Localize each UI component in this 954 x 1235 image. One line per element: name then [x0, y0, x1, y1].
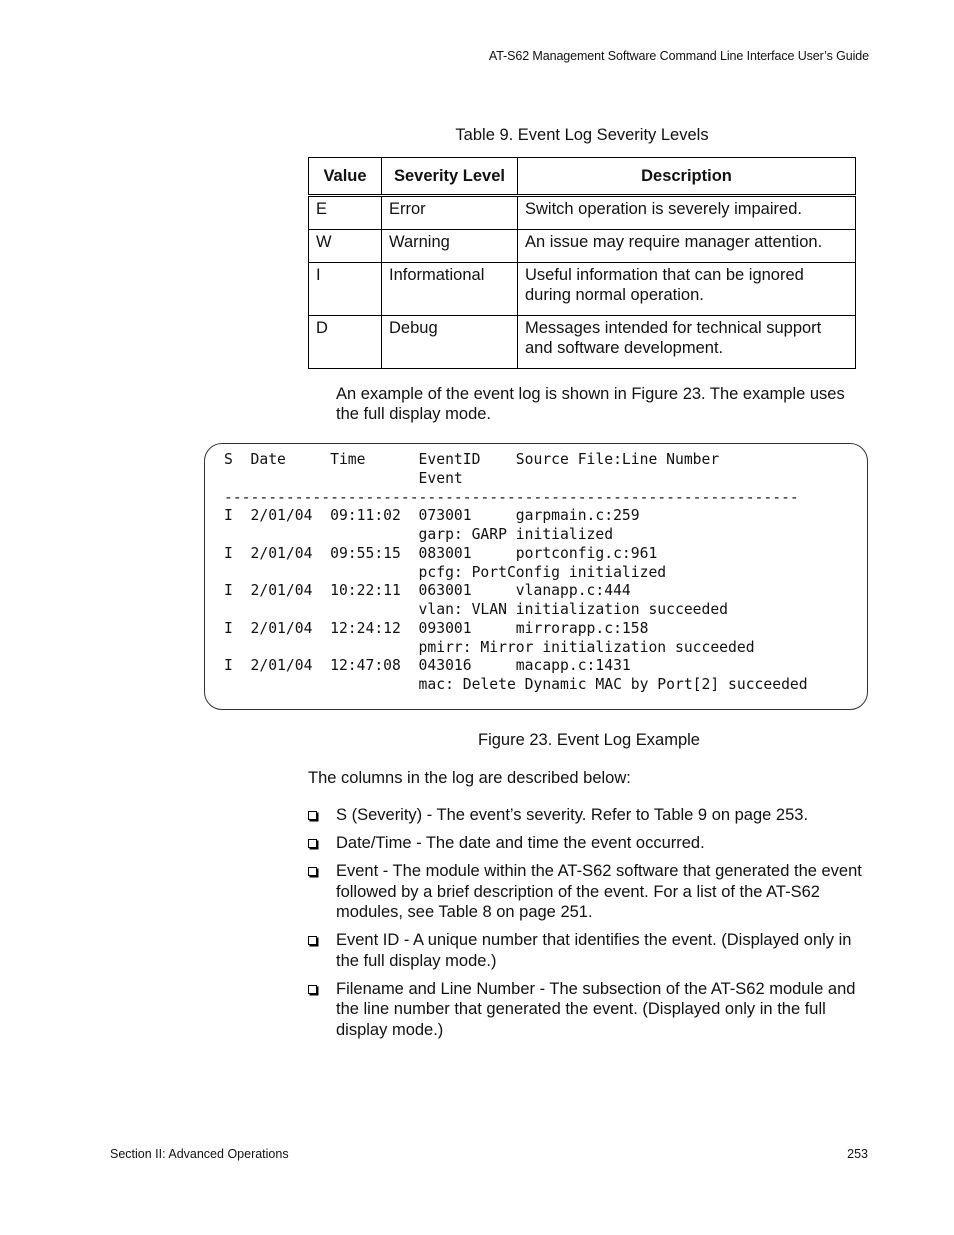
cell-value: W: [309, 230, 382, 263]
cell-description: An issue may require manager attention.: [518, 230, 856, 263]
log-line: -----------------------------------------------------------------: [224, 488, 799, 506]
table-caption: Table 9. Event Log Severity Levels: [455, 126, 709, 144]
checkbox-bullet-icon: [308, 811, 317, 820]
checkbox-bullet-icon: [308, 936, 317, 945]
list-item-text: Event - The module within the AT-S62 software that generated the event followed by a brief description of the event. For a list of the AT-S62 modules, see Table 8 on page 251.: [336, 862, 862, 922]
cell-level: Informational: [382, 263, 518, 316]
log-line: I 2/01/04 09:55:15 083001 portconfig.c:961: [224, 544, 658, 562]
cell-description: Switch operation is severely impaired.: [518, 196, 856, 230]
log-line: S Date Time EventID Source File:Line Number: [224, 451, 720, 468]
log-line: I 2/01/04 12:47:08 043016 macapp.c:1431: [224, 657, 631, 675]
event-log-figure: [204, 443, 868, 710]
cell-description: Messages intended for technical support and software development.: [518, 316, 856, 369]
list-item: [308, 805, 873, 825]
table-row: [309, 263, 856, 316]
cell-value: D: [309, 316, 382, 369]
table-header-row: [309, 158, 856, 196]
cell-value: E: [309, 196, 382, 230]
column-description-list: [308, 805, 873, 1048]
table-row: [309, 230, 856, 263]
list-item-text: Date/Time - The date and time the event occurred.: [336, 834, 705, 853]
event-log-listing: [224, 451, 808, 695]
column-header-value: Value: [309, 158, 382, 196]
log-line: vlan: VLAN initialization succeeded: [224, 601, 729, 618]
list-item: [308, 930, 873, 971]
cell-description: Useful information that can be ignored during normal operation.: [518, 263, 856, 316]
list-item: [308, 861, 873, 922]
table-row: [309, 316, 856, 369]
column-header-severity-level: Severity Level: [382, 158, 518, 196]
page-number: 253: [847, 1147, 868, 1161]
list-item-text: Filename and Line Number - The subsection of the AT-S62 module and the line number that generated the event. (Displayed only in the full display mode.): [336, 980, 856, 1039]
table-row: [309, 196, 856, 230]
footer-section: Section II: Advanced Operations: [110, 1147, 289, 1161]
severity-table: [308, 157, 856, 369]
log-line: I 2/01/04 12:24:12 093001 mirrorapp.c:158: [224, 619, 649, 637]
running-header: AT-S62 Management Software Command Line Interface User’s Guide: [488, 49, 869, 63]
log-line: I 2/01/04 10:22:11 063001 vlanapp.c:444: [224, 582, 631, 600]
list-item: [308, 833, 873, 853]
list-item: [308, 979, 873, 1040]
cell-level: Error: [382, 196, 518, 230]
column-header-description: Description: [518, 158, 856, 196]
checkbox-bullet-icon: [308, 985, 317, 994]
columns-intro: The columns in the log are described below:: [308, 769, 631, 787]
log-line: pmirr: Mirror initialization succeeded: [224, 638, 755, 656]
list-item-text: S (Severity) - The event’s severity. Refer to Table 9 on page 253.: [336, 806, 809, 824]
intro-paragraph: An example of the event log is shown in Figure 23. The example uses the full display mode.: [336, 385, 845, 423]
log-line: I 2/01/04 09:11:02 073001 garpmain.c:259: [224, 507, 640, 525]
cell-value: I: [309, 263, 382, 316]
checkbox-bullet-icon: [308, 839, 317, 848]
list-item-text: Event ID - A unique number that identifies the event. (Displayed only in the full display mode.): [336, 931, 852, 970]
log-line: garp: GARP initialized: [224, 526, 614, 543]
figure-caption: Figure 23. Event Log Example: [478, 731, 700, 749]
log-line: pcfg: PortConfig initialized: [224, 563, 667, 581]
cell-level: Warning: [382, 230, 518, 263]
log-line: Event: [224, 469, 463, 487]
checkbox-bullet-icon: [308, 867, 317, 876]
cell-level: Debug: [382, 316, 518, 369]
log-line: mac: Delete Dynamic MAC by Port[2] succeeded: [224, 676, 808, 693]
